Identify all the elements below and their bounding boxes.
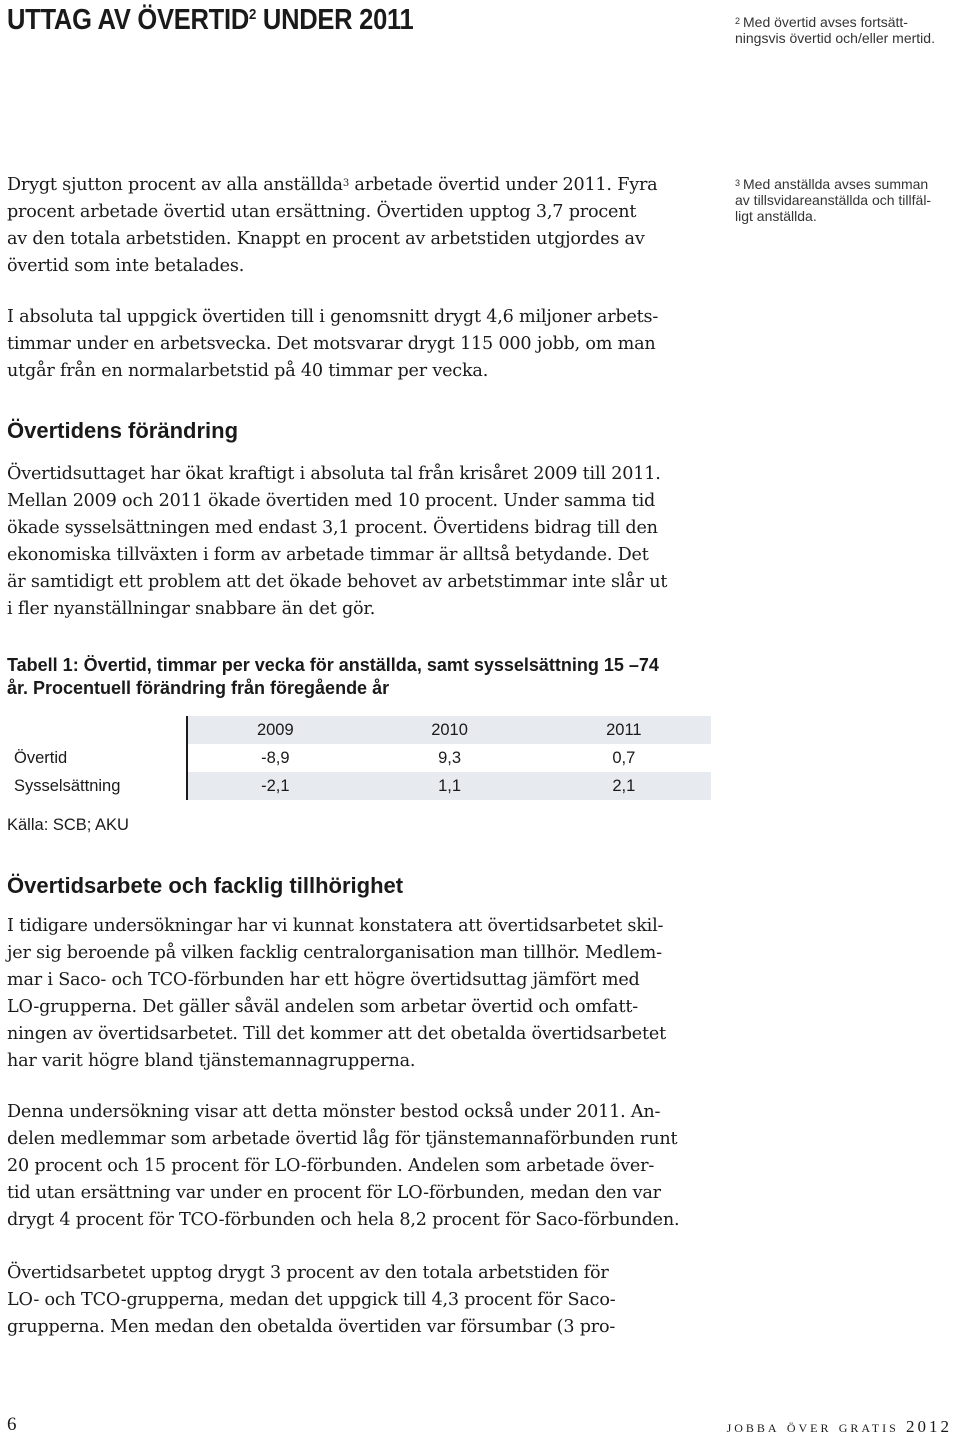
paragraph-union-share: Övertidsarbetet upptog drygt 3 procent av den totala arbetstiden för LO- och TCO-grupperna, medan det uppgick till 4,3 procent för Saco- grupperna. Men medan den obetalda övertiden var försumbar (3 pro- [7, 1263, 616, 1337]
sidenote-2: $^2$ Med övertid avses fortsätt- ningsvis övertid och/eller mertid. [735, 14, 935, 46]
footnote-ref-3: 3 [342, 178, 350, 189]
table-cell: 0,7 [612, 748, 636, 767]
sidenote-3: $^3$ Med anställda avses summan av tillsvidareanställda och tillfäl- ligt anställda. [735, 176, 932, 224]
table-row [7, 744, 711, 772]
page-number: 6 [7, 1414, 17, 1435]
table-row [7, 772, 711, 800]
publication-title: jobba över gratis 2012 [726, 1417, 952, 1436]
paragraph-union-previous: I tidigare undersökningar har vi kunnat konstatera att övertidsarbetet skil- jer sig beroende på vilken facklig centralorganisation man tillhör. Medlem- mar i Saco- och TCO-förbunden har ett högre övertidsuttag jämfört med LO-grupperna. Det gäller såväl andelen som arbetar övertid och omfatt- ningen av övertidsarbetet. Till det kommer att det obetalda övertidsarbetet har varit högre bland tjänstemannagrupperna. [7, 916, 666, 1071]
table-header-row [7, 716, 711, 744]
section-heading-change: Övertidens förändring [7, 418, 239, 443]
column-header: 2009 [187, 716, 362, 744]
table-cell: 1,1 [362, 772, 536, 800]
table-source: Källa: SCB; AKU [7, 816, 129, 834]
table-cell: -8,9 [261, 748, 290, 767]
title-footnote-ref: 2 [249, 6, 257, 23]
column-header: 2011 [537, 716, 711, 744]
table-caption: Tabell 1: Övertid, timmar per vecka för anställda, samt sysselsättning 15 –74 år. Procentuell förändring från föregående år [7, 655, 659, 698]
row-label: Övertid [7, 744, 187, 772]
paragraph-absolute: I absoluta tal uppgick övertiden till i genomsnitt drygt 4,6 miljoner arbets- timmar under en arbetsvecka. Det motsvarar drygt 115 000 jobb, om man utgår från en normalarbetstid på 40 timmar per vecka. [7, 307, 659, 381]
section-heading-union: Övertidsarbete och facklig tillhörighet [7, 873, 404, 898]
page-title: UTTAG AV ÖVERTID$^2$ UNDER 2011 [7, 4, 414, 36]
data-table [7, 716, 711, 800]
row-label: Sysselsättning [7, 772, 187, 800]
paragraph-union-2011: Denna undersökning visar att detta mönster bestod också under 2011. An- delen medlemmar som arbetade övertid låg för tjänstemannaförbunden runt 20 procent och 15 procent för LO-förbunden. Andelen som arbetade över- tid utan ersättning var under en procent för LO-förbunden, medan den var drygt 4 procent för TCO-förbunden och hela 8,2 procent för Saco-förbunden. [7, 1102, 680, 1230]
paragraph-intro: Drygt sjutton procent av alla anställda$^3$ arbetade övertid under 2011. Fyra procent arbetade övertid utan ersättning. Övertiden upptog 3,7 procent av den totala arbetstiden. Knappt en procent av arbetstiden utgjordes av övertid som inte betalades. [7, 175, 658, 276]
paragraph-change: Övertidsuttaget har ökat kraftigt i absoluta tal från krisåret 2009 till 2011. Mellan 2009 och 2011 ökade övertiden med 10 procent. Under samma tid ökade sysselsättningen med endast 3,1 procent. Övertidens bidrag till den ekonomiska tillväxten i form av arbetade timmar är alltså betydande. Det är samtidigt ett problem att det ökade behovet av arbetstimmar inte slår ut i fler nyanställningar snabbare än det gör. [7, 464, 668, 619]
table-cell: 2,1 [537, 772, 711, 800]
table-cell: 9,3 [438, 748, 462, 767]
column-header: 2010 [362, 716, 536, 744]
table-cell: -2,1 [187, 772, 362, 800]
table-corner-cell [7, 716, 187, 744]
